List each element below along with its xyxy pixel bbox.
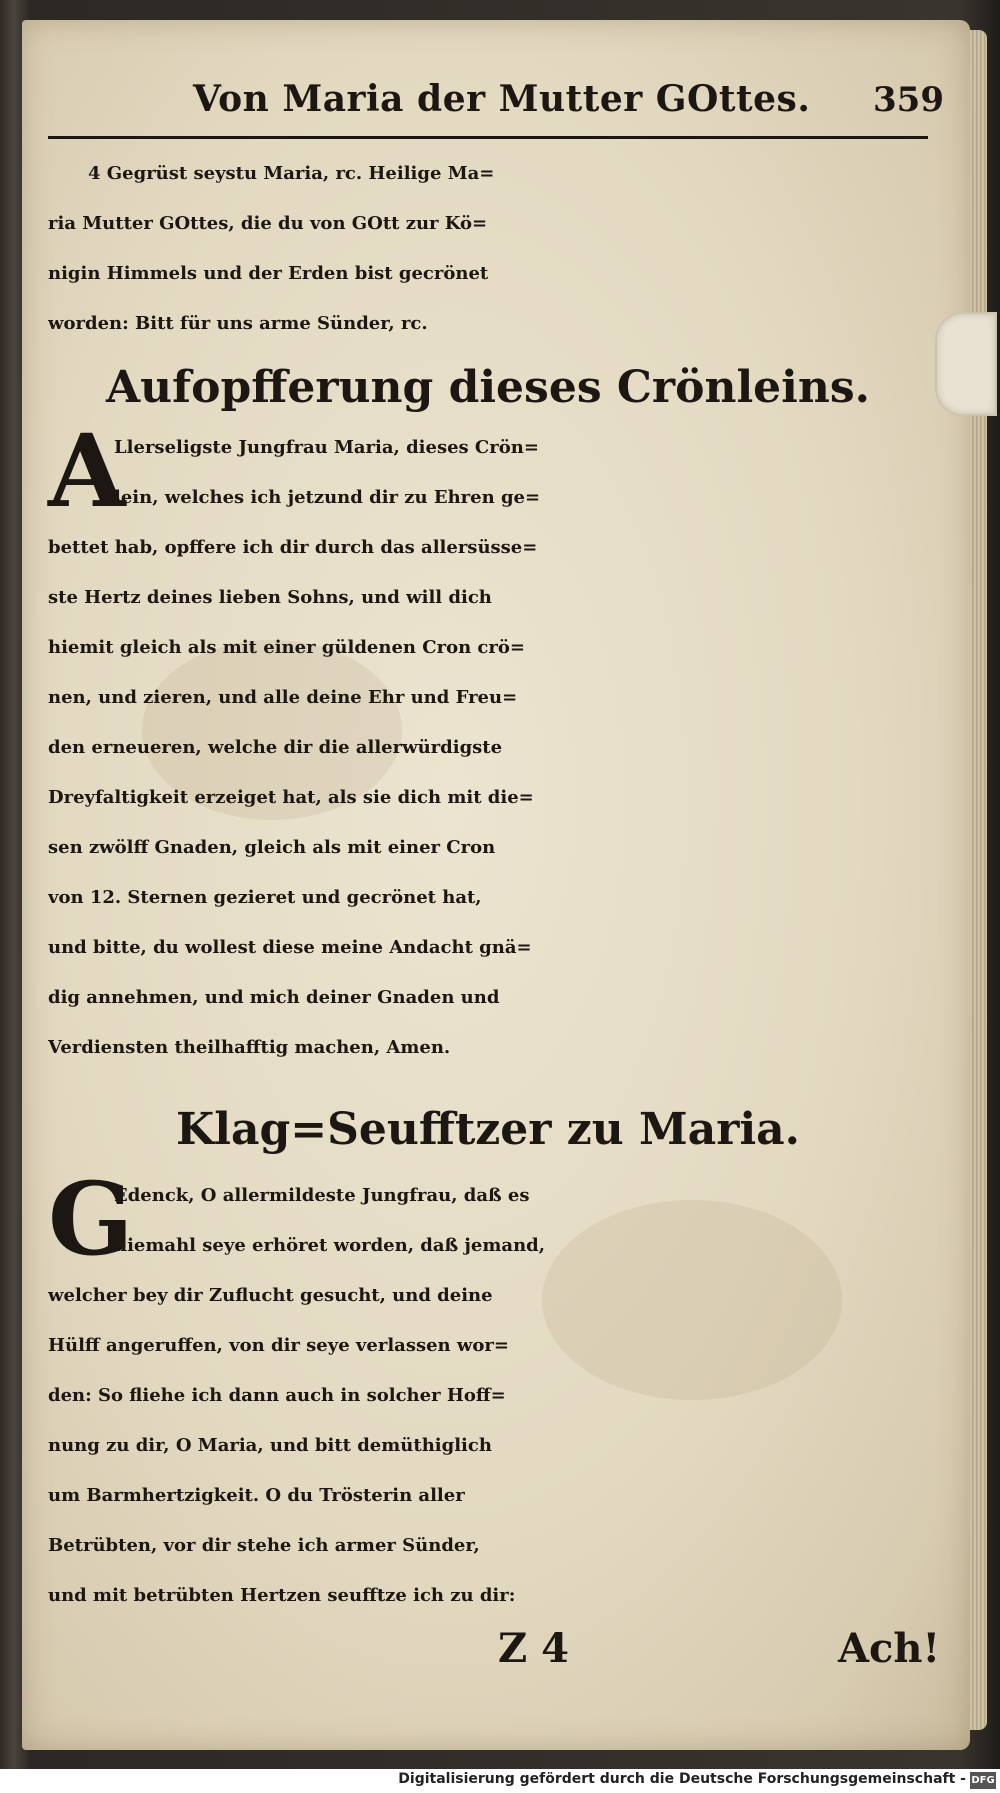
text-line: dig annehmen, und mich deiner Gnaden und	[48, 987, 500, 1008]
drop-cap: A	[48, 412, 126, 530]
text-line: nigin Himmels und der Erden bist gecrönet	[48, 263, 489, 284]
text-line: Betrübten, vor dir stehe ich armer Sünder,	[48, 1535, 480, 1556]
section-heading: Aufopfferung dieses Crönleins.	[106, 362, 870, 413]
paragraph-offering	[48, 412, 950, 1073]
text-line: ria Mutter GOttes, die du von GOtt zur Kö=	[48, 213, 488, 234]
page-footer	[48, 1621, 950, 1677]
text-line: den: So fliehe ich dann auch in solcher Hoff=	[48, 1385, 506, 1406]
signature-mark: Z 4	[498, 1625, 569, 1672]
text-line: welcher bey dir Zuflucht gesucht, und deine	[48, 1285, 493, 1306]
text-line: hiemit gleich als mit einer güldenen Cron crö=	[48, 637, 525, 658]
text-line: und mit betrübten Hertzen seufftze ich zu dir:	[48, 1585, 516, 1606]
text-line: worden: Bitt für uns arme Sünder, rc.	[48, 313, 428, 334]
text-line: nen, und zieren, und alle deine Ehr und Freu=	[48, 687, 518, 708]
text-line: Verdiensten theilhafftig machen, Amen.	[48, 1037, 451, 1058]
text-line: Edenck, O allermildeste Jungfrau, daß es	[114, 1185, 530, 1206]
text-line: Llerseligste Jungfrau Maria, dieses Crön=	[114, 437, 539, 458]
digitization-notice: Digitalisierung gefördert durch die Deutsche Forschungsgemeinschaft -	[398, 1771, 966, 1787]
digitization-bar	[0, 1769, 1000, 1793]
header-rule	[48, 136, 928, 139]
text-line: sen zwölff Gnaden, gleich als mit einer Cron	[48, 837, 496, 858]
text-line: um Barmhertzigkeit. O du Trösterin aller	[48, 1485, 465, 1506]
text-line: Hülff angeruffen, von dir seye verlassen wor=	[48, 1335, 509, 1356]
text-line: lein, welches ich jetzund dir zu Ehren ge=	[114, 487, 541, 508]
page-content	[48, 78, 950, 1677]
text-line: den erneueren, welche dir die allerwürdigste	[48, 737, 503, 758]
text-line: 4 Gegrüst seystu Maria, rc. Heilige Ma=	[88, 163, 495, 184]
text-line: und bitte, du wollest diese meine Andacht gnä=	[48, 937, 532, 958]
paragraph-ave-maria	[48, 149, 950, 349]
running-head	[48, 78, 950, 136]
dfg-logo: DFG	[970, 1772, 996, 1789]
text-line: niemahl seye erhöret worden, daß jemand,	[114, 1235, 546, 1256]
text-line: ste Hertz deines lieben Sohns, und will dich	[48, 587, 492, 608]
text-line: nung zu dir, O Maria, und bitt demüthiglich	[48, 1435, 492, 1456]
text-line: von 12. Sternen gezieret und gecrönet hat,	[48, 887, 482, 908]
section-heading: Klag=Seufftzer zu Maria.	[175, 1104, 800, 1155]
page-number: 359	[873, 80, 944, 120]
text-line: bettet hab, opffere ich dir durch das allersüsse=	[48, 537, 538, 558]
running-title: Von Maria der Mutter GOttes.	[193, 78, 811, 120]
paragraph-lament	[48, 1160, 950, 1621]
drop-cap: G	[48, 1160, 134, 1278]
text-line: Dreyfaltigkeit erzeiget hat, als sie dich mit die=	[48, 787, 534, 808]
catchword: Ach!	[838, 1625, 941, 1672]
